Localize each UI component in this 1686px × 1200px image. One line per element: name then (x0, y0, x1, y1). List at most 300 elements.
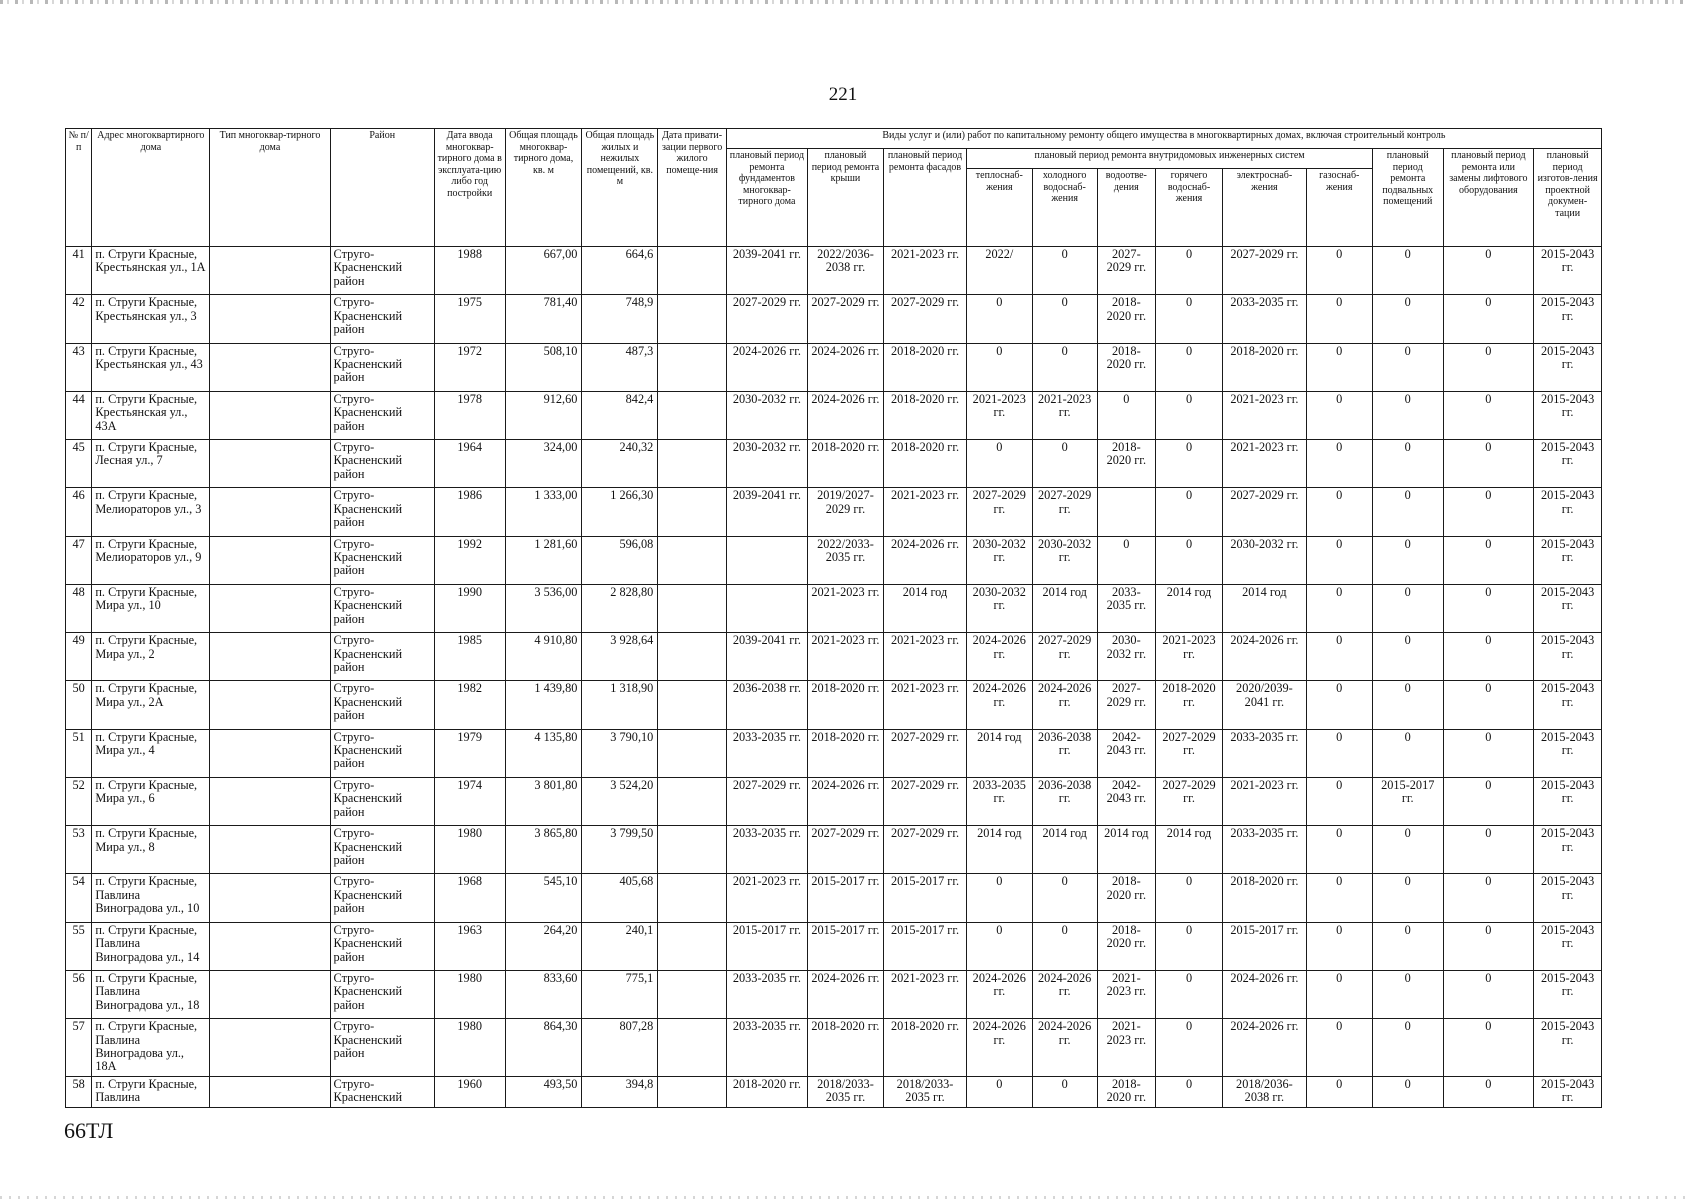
privatization-cell (658, 922, 727, 970)
elevator-period-cell: 0 (1443, 777, 1534, 825)
hot-water-period-cell: 0 (1155, 391, 1222, 439)
basement-period-cell: 0 (1372, 584, 1443, 632)
project-docs-period-cell: 2015-2043 гг. (1534, 1019, 1602, 1076)
privatization-cell (658, 536, 727, 584)
elevator-period-cell: 0 (1443, 391, 1534, 439)
foundation-period-cell: 2030-2032 гг. (726, 440, 807, 488)
facade-period-cell: 2021-2023 гг. (883, 970, 966, 1018)
heating-period-cell: 2033-2035 гг. (967, 777, 1032, 825)
total-area-cell: 912,60 (505, 391, 582, 439)
hot-water-period-cell: 2021-2023 гг. (1155, 633, 1222, 681)
living-area-cell: 487,3 (582, 343, 658, 391)
living-area-cell: 240,1 (582, 922, 658, 970)
roof-period-cell: 2021-2023 гг. (808, 584, 884, 632)
house-type-cell (210, 1076, 330, 1107)
row-number: 46 (66, 488, 92, 536)
cold-water-period-cell: 2036-2038 гг. (1032, 777, 1097, 825)
year-cell: 1980 (434, 970, 505, 1018)
privatization-cell (658, 826, 727, 874)
address-cell: п. Струги Красные, Крестьянская ул., 43А (92, 391, 210, 439)
year-cell: 1960 (434, 1076, 505, 1107)
row-number: 50 (66, 681, 92, 729)
drainage-period-cell: 2042-2043 гг. (1097, 777, 1155, 825)
elevator-period-cell: 0 (1443, 295, 1534, 343)
table-row (66, 826, 1602, 874)
facade-period-cell: 2018-2020 гг. (883, 391, 966, 439)
house-type-cell (210, 1019, 330, 1076)
address-cell: п. Струги Красные, Павлина Виноградова ул., 18 (92, 970, 210, 1018)
district-cell: Струго-Красненский район (330, 343, 434, 391)
address-cell: п. Струги Красные, Павлина Виноградова ул., 14 (92, 922, 210, 970)
total-area-cell: 508,10 (505, 343, 582, 391)
year-cell: 1986 (434, 488, 505, 536)
roof-period-cell: 2024-2026 гг. (808, 970, 884, 1018)
drainage-period-cell: 0 (1097, 536, 1155, 584)
year-cell: 1978 (434, 391, 505, 439)
total-area-cell: 264,20 (505, 922, 582, 970)
hot-water-period-cell: 2027-2029 гг. (1155, 777, 1222, 825)
header-cold-water: холодного водоснаб-жения (1032, 169, 1097, 247)
cold-water-period-cell: 0 (1032, 922, 1097, 970)
facade-period-cell: 2014 год (883, 584, 966, 632)
elevator-period-cell: 0 (1443, 922, 1534, 970)
cold-water-period-cell: 0 (1032, 295, 1097, 343)
table-row (66, 681, 1602, 729)
header-drainage: водоотве-дения (1097, 169, 1155, 247)
total-area-cell: 667,00 (505, 247, 582, 295)
address-cell: п. Струги Красные, Мира ул., 4 (92, 729, 210, 777)
row-number: 51 (66, 729, 92, 777)
facade-period-cell: 2018/2033-2035 гг. (883, 1076, 966, 1107)
roof-period-cell: 2018-2020 гг. (808, 729, 884, 777)
scan-edge-bottom (0, 1196, 1686, 1199)
header-roof: плановый период ремонта крыши (808, 149, 884, 247)
heating-period-cell: 2030-2032 гг. (967, 536, 1032, 584)
living-area-cell: 3 524,20 (582, 777, 658, 825)
elevator-period-cell: 0 (1443, 729, 1534, 777)
facade-period-cell: 2015-2017 гг. (883, 874, 966, 922)
header-foundation: плановый период ремонта фундаментов многоквар-тирного дома (726, 149, 807, 247)
electric-period-cell: 2024-2026 гг. (1223, 970, 1306, 1018)
total-area-cell: 1 439,80 (505, 681, 582, 729)
hot-water-period-cell: 0 (1155, 343, 1222, 391)
house-type-cell (210, 633, 330, 681)
house-type-cell (210, 391, 330, 439)
basement-period-cell: 0 (1372, 295, 1443, 343)
header-project-docs: плановый период изготов-ления проектной докумен-тации (1534, 149, 1602, 247)
row-number: 58 (66, 1076, 92, 1107)
living-area-cell: 775,1 (582, 970, 658, 1018)
district-cell: Струго-Красненский район (330, 584, 434, 632)
house-type-cell (210, 970, 330, 1018)
header-district: Район (330, 129, 434, 247)
gas-period-cell: 0 (1306, 584, 1372, 632)
header-heating: теплоснаб-жения (967, 169, 1032, 247)
project-docs-period-cell: 2015-2043 гг. (1534, 440, 1602, 488)
privatization-cell (658, 295, 727, 343)
district-cell: Струго-Красненский район (330, 826, 434, 874)
facade-period-cell: 2018-2020 гг. (883, 1019, 966, 1076)
district-cell: Струго-Красненский район (330, 440, 434, 488)
electric-period-cell: 2024-2026 гг. (1223, 1019, 1306, 1076)
roof-period-cell: 2018/2033-2035 гг. (808, 1076, 884, 1107)
elevator-period-cell: 0 (1443, 970, 1534, 1018)
district-cell: Струго-Красненский район (330, 295, 434, 343)
drainage-period-cell (1097, 488, 1155, 536)
table-body (66, 247, 1602, 1108)
foundation-period-cell: 2015-2017 гг. (726, 922, 807, 970)
basement-period-cell: 0 (1372, 343, 1443, 391)
basement-period-cell: 0 (1372, 536, 1443, 584)
heating-period-cell: 2024-2026 гг. (967, 970, 1032, 1018)
gas-period-cell: 0 (1306, 295, 1372, 343)
scan-edge-top (0, 0, 1686, 4)
gas-period-cell: 0 (1306, 633, 1372, 681)
drainage-period-cell: 0 (1097, 391, 1155, 439)
header-facade: плановый период ремонта фасадов (883, 149, 966, 247)
roof-period-cell: 2024-2026 гг. (808, 343, 884, 391)
district-cell: Струго-Красненский район (330, 488, 434, 536)
drainage-period-cell: 2027-2029 гг. (1097, 247, 1155, 295)
address-cell: п. Струги Красные, Мелиораторов ул., 3 (92, 488, 210, 536)
foundation-period-cell: 2021-2023 гг. (726, 874, 807, 922)
district-cell: Струго-Красненский район (330, 1019, 434, 1076)
year-cell: 1964 (434, 440, 505, 488)
gas-period-cell: 0 (1306, 391, 1372, 439)
hot-water-period-cell: 0 (1155, 440, 1222, 488)
heating-period-cell: 0 (967, 874, 1032, 922)
header-works: Виды услуг и (или) работ по капитальному ремонту общего имущества в многоквартирных домах, включая строительный контроль (726, 129, 1601, 149)
district-cell: Струго-Красненский район (330, 922, 434, 970)
header-elevator: плановый период ремонта или замены лифтового оборудования (1443, 149, 1534, 247)
header-electric: электроснаб-жения (1223, 169, 1306, 247)
heating-period-cell: 2024-2026 гг. (967, 1019, 1032, 1076)
drainage-period-cell: 2018-2020 гг. (1097, 295, 1155, 343)
page-number: 221 (828, 84, 858, 105)
heating-period-cell: 2027-2029 гг. (967, 488, 1032, 536)
living-area-cell: 807,28 (582, 1019, 658, 1076)
total-area-cell: 833,60 (505, 970, 582, 1018)
living-area-cell: 3 928,64 (582, 633, 658, 681)
elevator-period-cell: 0 (1443, 584, 1534, 632)
year-cell: 1980 (434, 1019, 505, 1076)
roof-period-cell: 2027-2029 гг. (808, 826, 884, 874)
house-type-cell (210, 777, 330, 825)
address-cell: п. Струги Красные, Мелиораторов ул., 9 (92, 536, 210, 584)
hot-water-period-cell: 2018-2020 гг. (1155, 681, 1222, 729)
heating-period-cell: 0 (967, 440, 1032, 488)
row-number: 54 (66, 874, 92, 922)
drainage-period-cell: 2042-2043 гг. (1097, 729, 1155, 777)
year-cell: 1975 (434, 295, 505, 343)
project-docs-period-cell: 2015-2043 гг. (1534, 777, 1602, 825)
elevator-period-cell: 0 (1443, 343, 1534, 391)
capital-repair-table (65, 128, 1602, 1108)
gas-period-cell: 0 (1306, 1076, 1372, 1107)
foundation-period-cell: 2033-2035 гг. (726, 729, 807, 777)
year-cell: 1985 (434, 633, 505, 681)
gas-period-cell: 0 (1306, 874, 1372, 922)
cold-water-period-cell: 2036-2038 гг. (1032, 729, 1097, 777)
house-type-cell (210, 729, 330, 777)
elevator-period-cell: 0 (1443, 681, 1534, 729)
drainage-period-cell: 2021-2023 гг. (1097, 1019, 1155, 1076)
header-year: Дата ввода многоквар-тирного дома в эксплуата-цию либо год постройки (434, 129, 505, 247)
row-number: 56 (66, 970, 92, 1018)
total-area-cell: 4 910,80 (505, 633, 582, 681)
address-cell: п. Струги Красные, Мира ул., 10 (92, 584, 210, 632)
project-docs-period-cell: 2015-2043 гг. (1534, 343, 1602, 391)
house-type-cell (210, 440, 330, 488)
drainage-period-cell: 2021-2023 гг. (1097, 970, 1155, 1018)
heating-period-cell: 2024-2026 гг. (967, 633, 1032, 681)
address-cell: п. Струги Красные, Лесная ул., 7 (92, 440, 210, 488)
district-cell: Струго-Красненский район (330, 681, 434, 729)
cold-water-period-cell: 2030-2032 гг. (1032, 536, 1097, 584)
drainage-period-cell: 2030-2032 гг. (1097, 633, 1155, 681)
foundation-period-cell: 2036-2038 гг. (726, 681, 807, 729)
elevator-period-cell: 0 (1443, 1076, 1534, 1107)
electric-period-cell: 2018/2036-2038 гг. (1223, 1076, 1306, 1107)
cold-water-period-cell: 0 (1032, 247, 1097, 295)
elevator-period-cell: 0 (1443, 874, 1534, 922)
facade-period-cell: 2027-2029 гг. (883, 729, 966, 777)
hot-water-period-cell: 0 (1155, 536, 1222, 584)
cold-water-period-cell: 2014 год (1032, 826, 1097, 874)
header-gas: газоснаб-жения (1306, 169, 1372, 247)
cold-water-period-cell: 0 (1032, 1076, 1097, 1107)
roof-period-cell: 2015-2017 гг. (808, 874, 884, 922)
gas-period-cell: 0 (1306, 681, 1372, 729)
project-docs-period-cell: 2015-2043 гг. (1534, 922, 1602, 970)
total-area-cell: 1 281,60 (505, 536, 582, 584)
basement-period-cell: 0 (1372, 1076, 1443, 1107)
foundation-period-cell: 2030-2032 гг. (726, 391, 807, 439)
elevator-period-cell: 0 (1443, 247, 1534, 295)
house-type-cell (210, 922, 330, 970)
living-area-cell: 3 790,10 (582, 729, 658, 777)
roof-period-cell: 2027-2029 гг. (808, 295, 884, 343)
hot-water-period-cell: 0 (1155, 874, 1222, 922)
basement-period-cell: 0 (1372, 488, 1443, 536)
address-cell: п. Струги Красные, Павлина (92, 1076, 210, 1107)
total-area-cell: 3 536,00 (505, 584, 582, 632)
year-cell: 1992 (434, 536, 505, 584)
foundation-period-cell: 2033-2035 гг. (726, 826, 807, 874)
facade-period-cell: 2021-2023 гг. (883, 633, 966, 681)
heating-period-cell: 0 (967, 295, 1032, 343)
basement-period-cell: 0 (1372, 1019, 1443, 1076)
privatization-cell (658, 391, 727, 439)
table-row (66, 777, 1602, 825)
table-row (66, 391, 1602, 439)
elevator-period-cell: 0 (1443, 633, 1534, 681)
header-address: Адрес многоквартирного дома (92, 129, 210, 247)
basement-period-cell: 0 (1372, 826, 1443, 874)
house-type-cell (210, 874, 330, 922)
address-cell: п. Струги Красные, Крестьянская ул., 43 (92, 343, 210, 391)
district-cell: Струго-Красненский район (330, 247, 434, 295)
house-type-cell (210, 488, 330, 536)
header-basement: плановый период ремонта подвальных помещений (1372, 149, 1443, 247)
year-cell: 1974 (434, 777, 505, 825)
drainage-period-cell: 2027-2029 гг. (1097, 681, 1155, 729)
basement-period-cell: 0 (1372, 729, 1443, 777)
hot-water-period-cell: 2014 год (1155, 584, 1222, 632)
electric-period-cell: 2033-2035 гг. (1223, 729, 1306, 777)
row-number: 44 (66, 391, 92, 439)
total-area-cell: 324,00 (505, 440, 582, 488)
gas-period-cell: 0 (1306, 247, 1372, 295)
heating-period-cell: 2024-2026 гг. (967, 681, 1032, 729)
project-docs-period-cell: 2015-2043 гг. (1534, 247, 1602, 295)
table-row (66, 584, 1602, 632)
roof-period-cell: 2022/2036-2038 гг. (808, 247, 884, 295)
year-cell: 1972 (434, 343, 505, 391)
electric-period-cell: 2027-2029 гг. (1223, 488, 1306, 536)
drainage-period-cell: 2018-2020 гг. (1097, 343, 1155, 391)
living-area-cell: 1 266,30 (582, 488, 658, 536)
project-docs-period-cell: 2015-2043 гг. (1534, 970, 1602, 1018)
address-cell: п. Струги Красные, Крестьянская ул., 1А (92, 247, 210, 295)
district-cell: Струго-Красненский район (330, 391, 434, 439)
electric-period-cell: 2021-2023 гг. (1223, 440, 1306, 488)
row-number: 53 (66, 826, 92, 874)
roof-period-cell: 2018-2020 гг. (808, 1019, 884, 1076)
cold-water-period-cell: 0 (1032, 874, 1097, 922)
table-row (66, 1019, 1602, 1076)
drainage-period-cell: 2018-2020 гг. (1097, 440, 1155, 488)
row-number: 55 (66, 922, 92, 970)
table-row (66, 970, 1602, 1018)
hot-water-period-cell: 0 (1155, 1076, 1222, 1107)
year-cell: 1980 (434, 826, 505, 874)
row-number: 49 (66, 633, 92, 681)
house-type-cell (210, 826, 330, 874)
project-docs-period-cell: 2015-2043 гг. (1534, 681, 1602, 729)
privatization-cell (658, 343, 727, 391)
address-cell: п. Струги Красные, Павлина Виноградова ул., 18А (92, 1019, 210, 1076)
privatization-cell (658, 681, 727, 729)
cold-water-period-cell: 2027-2029 гг. (1032, 633, 1097, 681)
table-row (66, 536, 1602, 584)
cold-water-period-cell: 0 (1032, 440, 1097, 488)
district-cell: Струго-Красненский (330, 1076, 434, 1107)
hot-water-period-cell: 0 (1155, 247, 1222, 295)
drainage-period-cell: 2018-2020 гг. (1097, 874, 1155, 922)
elevator-period-cell: 0 (1443, 826, 1534, 874)
foundation-period-cell (726, 536, 807, 584)
cold-water-period-cell: 0 (1032, 343, 1097, 391)
facade-period-cell: 2018-2020 гг. (883, 343, 966, 391)
basement-period-cell: 0 (1372, 874, 1443, 922)
drainage-period-cell: 2014 год (1097, 826, 1155, 874)
foundation-period-cell: 2039-2041 гг. (726, 488, 807, 536)
year-cell: 1968 (434, 874, 505, 922)
electric-period-cell: 2033-2035 гг. (1223, 295, 1306, 343)
basement-period-cell: 0 (1372, 681, 1443, 729)
district-cell: Струго-Красненский район (330, 970, 434, 1018)
foundation-period-cell: 2039-2041 гг. (726, 633, 807, 681)
foundation-period-cell: 2033-2035 гг. (726, 970, 807, 1018)
total-area-cell: 4 135,80 (505, 729, 582, 777)
roof-period-cell: 2018-2020 гг. (808, 681, 884, 729)
elevator-period-cell: 0 (1443, 440, 1534, 488)
house-type-cell (210, 295, 330, 343)
facade-period-cell: 2024-2026 гг. (883, 536, 966, 584)
gas-period-cell: 0 (1306, 1019, 1372, 1076)
table-header (66, 129, 1602, 247)
basement-period-cell: 2015-2017 гг. (1372, 777, 1443, 825)
header-hot-water: горячего водоснаб-жения (1155, 169, 1222, 247)
total-area-cell: 3 865,80 (505, 826, 582, 874)
living-area-cell: 842,4 (582, 391, 658, 439)
project-docs-period-cell: 2015-2043 гг. (1534, 729, 1602, 777)
district-cell: Струго-Красненский район (330, 729, 434, 777)
row-number: 48 (66, 584, 92, 632)
electric-period-cell: 2024-2026 гг. (1223, 633, 1306, 681)
table-row (66, 488, 1602, 536)
foundation-period-cell: 2039-2041 гг. (726, 247, 807, 295)
electric-period-cell: 2033-2035 гг. (1223, 826, 1306, 874)
address-cell: п. Струги Красные, Мира ул., 8 (92, 826, 210, 874)
project-docs-period-cell: 2015-2043 гг. (1534, 584, 1602, 632)
privatization-cell (658, 440, 727, 488)
district-cell: Струго-Красненский район (330, 633, 434, 681)
privatization-cell (658, 584, 727, 632)
foundation-period-cell: 2024-2026 гг. (726, 343, 807, 391)
district-cell: Струго-Красненский район (330, 536, 434, 584)
table-row (66, 633, 1602, 681)
roof-period-cell: 2015-2017 гг. (808, 922, 884, 970)
facade-period-cell: 2015-2017 гг. (883, 922, 966, 970)
gas-period-cell: 0 (1306, 343, 1372, 391)
foundation-period-cell: 2018-2020 гг. (726, 1076, 807, 1107)
house-type-cell (210, 681, 330, 729)
gas-period-cell: 0 (1306, 536, 1372, 584)
privatization-cell (658, 729, 727, 777)
total-area-cell: 3 801,80 (505, 777, 582, 825)
project-docs-period-cell: 2015-2043 гг. (1534, 536, 1602, 584)
privatization-cell (658, 247, 727, 295)
facade-period-cell: 2027-2029 гг. (883, 826, 966, 874)
table-row (66, 440, 1602, 488)
hot-water-period-cell: 2027-2029 гг. (1155, 729, 1222, 777)
living-area-cell: 748,9 (582, 295, 658, 343)
elevator-period-cell: 0 (1443, 536, 1534, 584)
hot-water-period-cell: 0 (1155, 1019, 1222, 1076)
project-docs-period-cell: 2015-2043 гг. (1534, 874, 1602, 922)
roof-period-cell: 2018-2020 гг. (808, 440, 884, 488)
living-area-cell: 1 318,90 (582, 681, 658, 729)
electric-period-cell: 2014 год (1223, 584, 1306, 632)
gas-period-cell: 0 (1306, 729, 1372, 777)
basement-period-cell: 0 (1372, 633, 1443, 681)
basement-period-cell: 0 (1372, 970, 1443, 1018)
gas-period-cell: 0 (1306, 826, 1372, 874)
total-area-cell: 1 333,00 (505, 488, 582, 536)
facade-period-cell: 2021-2023 гг. (883, 488, 966, 536)
total-area-cell: 864,30 (505, 1019, 582, 1076)
year-cell: 1990 (434, 584, 505, 632)
total-area-cell: 493,50 (505, 1076, 582, 1107)
drainage-period-cell: 2018-2020 гг. (1097, 922, 1155, 970)
header-type: Тип многоквар-тирного дома (210, 129, 330, 247)
house-type-cell (210, 536, 330, 584)
basement-period-cell: 0 (1372, 247, 1443, 295)
house-type-cell (210, 584, 330, 632)
hot-water-period-cell: 0 (1155, 488, 1222, 536)
